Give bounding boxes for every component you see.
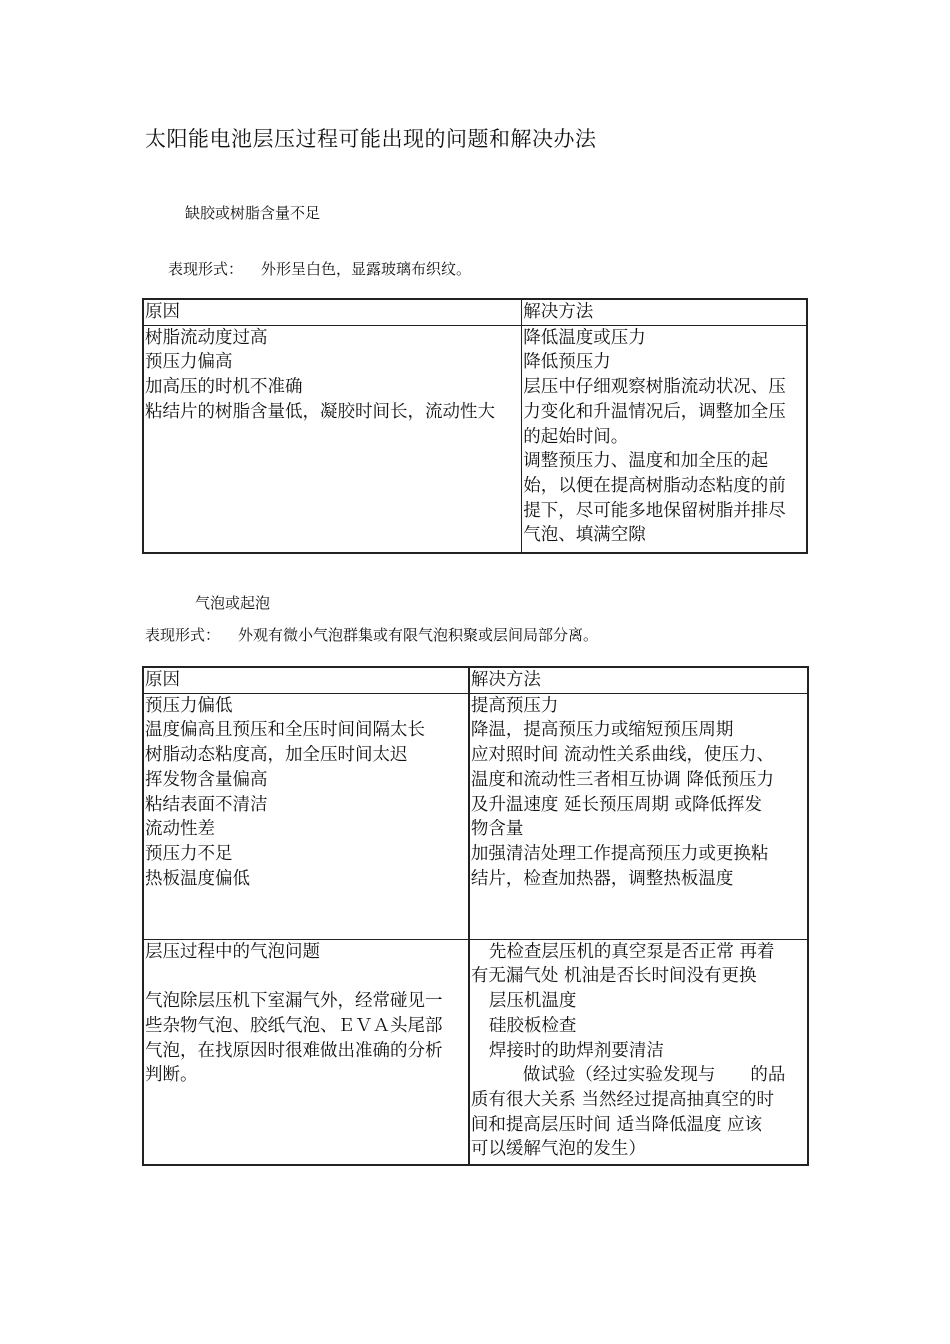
- section1-heading: 缺胶或树脂含量不足: [185, 204, 321, 222]
- solution-item: 层压机温度: [488, 991, 577, 1012]
- solution-item: 加强清洁处理工作提高预压力或更换粘: [470, 843, 769, 864]
- section2-table: [142, 666, 809, 1166]
- cause-title: 层压过程中的气泡问题: [145, 941, 320, 962]
- solution-item: 可以缓解气泡的发生）: [470, 1139, 646, 1160]
- section2-heading: 气泡或起泡: [195, 594, 271, 612]
- cause-item: 树脂流动度过高: [145, 327, 268, 348]
- solution-item: 焊接时的助焊剂要清洁: [488, 1040, 664, 1061]
- solution-item: 提高预压力: [470, 695, 559, 716]
- cause-item: 预压力偏高: [145, 352, 233, 373]
- solution-item: 力变化和升温情况后，调整加全压: [523, 401, 786, 422]
- section1-table: [142, 298, 808, 554]
- cause-item: 判断。: [145, 1065, 198, 1086]
- solution-item: 降低预压力: [523, 352, 611, 373]
- section1-symptom-text: 外形呈白色，显露玻璃布织纹。: [261, 260, 472, 278]
- solution-cell: [469, 939, 808, 1165]
- section2-symptom: [145, 624, 598, 645]
- cause-cell: [143, 693, 469, 939]
- cause-item: 热板温度偏低: [145, 868, 250, 889]
- cause-item: 加高压的时机不准确: [145, 377, 303, 398]
- table-row: [143, 693, 808, 939]
- table-row: [143, 325, 807, 553]
- solution-cell: [522, 325, 807, 553]
- solution-item: 降温，提高预压力或缩短预压周期: [470, 720, 734, 741]
- header-solution: 解决方法: [522, 299, 807, 325]
- cause-item: 些杂物气泡、胶纸气泡、ＥＶＡ头尾部: [145, 1015, 443, 1036]
- table-row: [143, 939, 808, 1165]
- cause-item: 挥发物含量偏高: [145, 769, 268, 790]
- section2-symptom-label: 表现形式：: [145, 626, 221, 644]
- cause-item: 气泡除层压机下室漏气外，经常碰见一: [145, 991, 443, 1012]
- section1-symptom-label: 表现形式：: [168, 260, 244, 278]
- solution-item: 应对照时间 流动性关系曲线，使压力、: [470, 745, 774, 766]
- solution-item: 间和提高层压时间 适当降低温度 应该: [470, 1114, 763, 1135]
- cause-item: 流动性差: [145, 819, 215, 840]
- solution-item: 先检查层压机的真空泵是否正常 再着: [488, 941, 775, 962]
- solution-item: 始，以便在提高树脂动态粘度的前: [523, 475, 786, 496]
- cause-item: 预压力不足: [145, 843, 233, 864]
- header-cause: 原因: [143, 299, 522, 325]
- solution-item: 有无漏气处 机油是否长时间没有更换: [470, 966, 757, 987]
- solution-item: 温度和流动性三者相互协调 降低预压力: [470, 769, 774, 790]
- cause-item: 气泡，在找原因时很难做出准确的分析: [145, 1040, 443, 1061]
- cause-item: 树脂动态粘度高，加全压时间太迟: [145, 745, 408, 766]
- header-solution: 解决方法: [469, 667, 808, 693]
- cause-item: 预压力偏低: [145, 695, 233, 716]
- solution-item: 及升温速度 延长预压周期 或降低挥发: [470, 794, 763, 815]
- solution-item: 的起始时间。: [523, 426, 629, 447]
- solution-item: 调整预压力、温度和加全压的起: [523, 451, 769, 472]
- solution-item: 结片，检查加热器，调整热板温度: [470, 868, 734, 889]
- cause-item: 温度偏高且预压和全压时间间隔太长: [145, 720, 425, 741]
- solution-item: 降低温度或压力: [523, 327, 646, 348]
- solution-item: 提下，尽可能多地保留树脂并排尽: [523, 500, 786, 521]
- document-title: 太阳能电池层压过程可能出现的问题和解决办法: [145, 127, 597, 151]
- cause-cell: [143, 325, 522, 553]
- solution-item: 质有很大关系 当然经过提高抽真空的时: [470, 1089, 774, 1110]
- solution-item: 物含量: [470, 819, 524, 840]
- cause-item: 粘结片的树脂含量低，凝胶时间长，流动性大: [145, 401, 495, 422]
- solution-item: 气泡、填满空隙: [523, 525, 646, 546]
- section1-symptom: [168, 258, 471, 279]
- solution-item: 层压中仔细观察树脂流动状况、压: [523, 377, 786, 398]
- blank-line: [145, 964, 467, 989]
- solution-cell: [469, 693, 808, 939]
- section2-symptom-text: 外观有微小气泡群集或有限气泡积聚或层间局部分离。: [238, 626, 599, 644]
- solution-item: 做试验（经过实验发现与 的品: [522, 1065, 786, 1086]
- header-cause: 原因: [143, 667, 469, 693]
- table-header-row: [143, 667, 808, 693]
- solution-item: 硅胶板检查: [488, 1015, 577, 1036]
- cause-cell: [143, 939, 469, 1165]
- table-header-row: [143, 299, 807, 325]
- cause-item: 粘结表面不清洁: [145, 794, 268, 815]
